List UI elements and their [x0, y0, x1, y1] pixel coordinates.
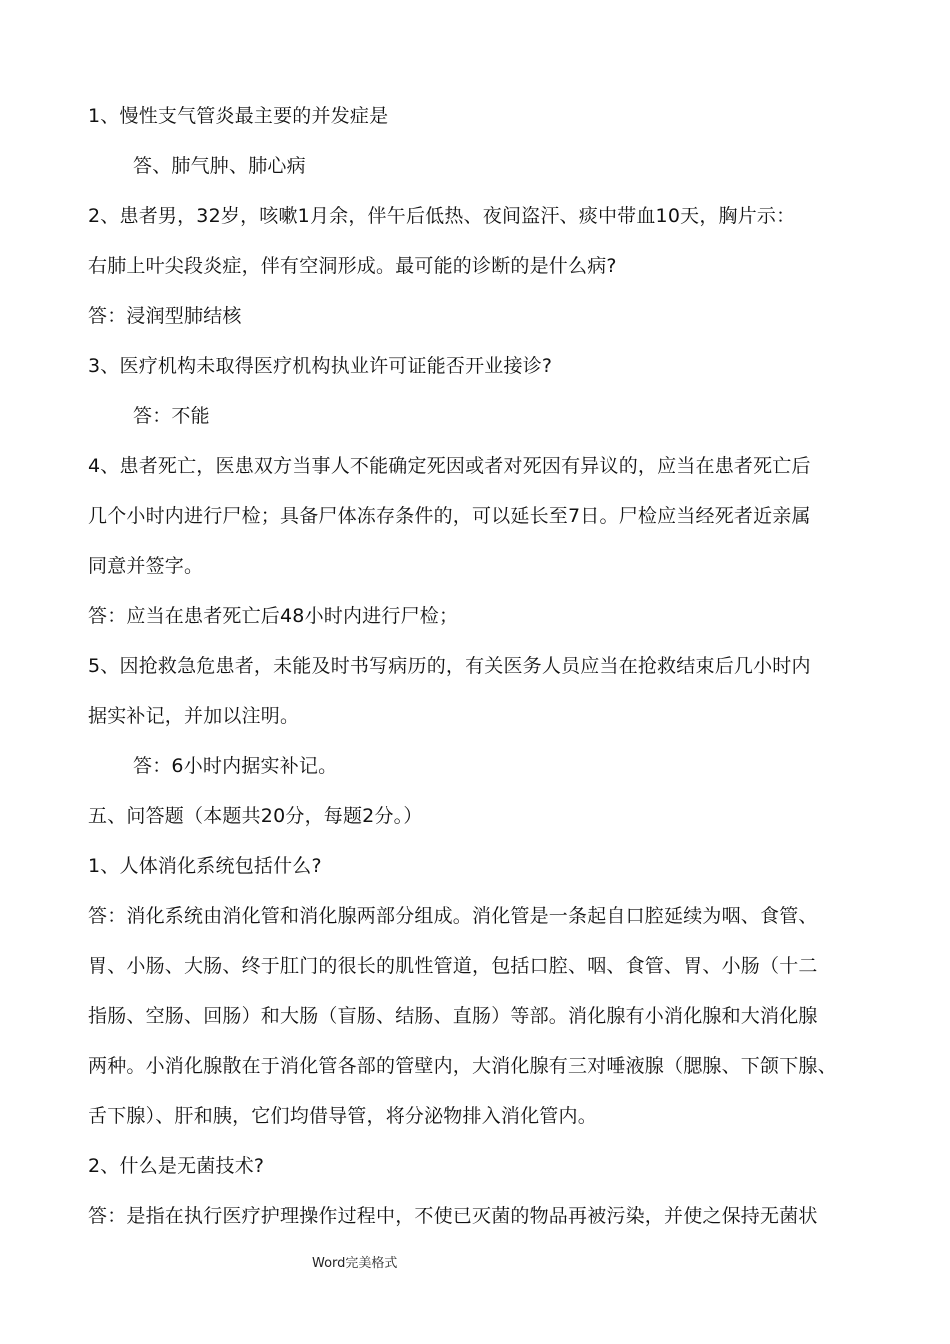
- essay-answer-1-line-5: 舌下腺）、肝和胰，它们均借导管，将分泌物排入消化管内。: [88, 1105, 597, 1127]
- essay-question-1: 1、人体消化系统包括什么?: [88, 855, 322, 877]
- question-2-line-2: 右肺上叶尖段炎症，伴有空洞形成。最可能的诊断的是什么病?: [88, 255, 617, 277]
- question-4-line-3: 同意并签字。: [88, 555, 204, 577]
- question-2-line-1: 2、患者男，32岁，咳嗽1月余，伴午后低热、夜间盗汗、痰中带血10天，胸片示：: [88, 205, 796, 227]
- essay-answer-2-line-1: 答：是指在执行医疗护理操作过程中，不使已灭菌的物品再被污染，并使之保持无菌状: [88, 1205, 818, 1227]
- answer-5: 答：6小时内据实补记。: [133, 755, 338, 777]
- essay-answer-1-line-3: 指肠、空肠、回肠）和大肠（盲肠、结肠、直肠）等部。消化腺有小消化腺和大消化腺: [88, 1005, 818, 1027]
- answer-1: 答、肺气肿、肺心病: [133, 155, 306, 177]
- section-heading-essay: 五、问答题（本题共20分，每题2分。）: [88, 805, 423, 827]
- answer-3: 答：不能: [133, 405, 210, 427]
- essay-answer-1-line-2: 胃、小肠、大肠、终于肛门的很长的肌性管道，包括口腔、咽、食管、胃、小肠（十二: [88, 955, 818, 977]
- question-1-chronic-bronchitis: 1、慢性支气管炎最主要的并发症是: [88, 105, 389, 127]
- page-footer: Word完美格式: [312, 1256, 398, 1271]
- essay-answer-1-line-1: 答：消化系统由消化管和消化腺两部分组成。消化管是一条起自口腔延续为咽、食管、: [88, 905, 818, 927]
- question-5-line-2: 据实补记，并加以注明。: [88, 705, 300, 727]
- question-5-line-1: 5、因抢救急危患者，未能及时书写病历的，有关医务人员应当在抢救结束后几小时内: [88, 655, 811, 677]
- answer-2: 答：浸润型肺结核: [88, 305, 242, 327]
- question-4-line-2: 几个小时内进行尸检；具备尸体冻存条件的，可以延长至7日。尸检应当经死者近亲属: [88, 505, 811, 527]
- essay-question-2: 2、什么是无菌技术?: [88, 1155, 265, 1177]
- question-3: 3、医疗机构未取得医疗机构执业许可证能否开业接诊?: [88, 355, 553, 377]
- question-4-line-1: 4、患者死亡，医患双方当事人不能确定死因或者对死因有异议的，应当在患者死亡后: [88, 455, 811, 477]
- essay-answer-1-line-4: 两种。小消化腺散在于消化管各部的管壁内，大消化腺有三对唾液腺（腮腺、下颌下腺、: [88, 1055, 837, 1077]
- answer-4: 答：应当在患者死亡后48小时内进行尸检；: [88, 605, 459, 627]
